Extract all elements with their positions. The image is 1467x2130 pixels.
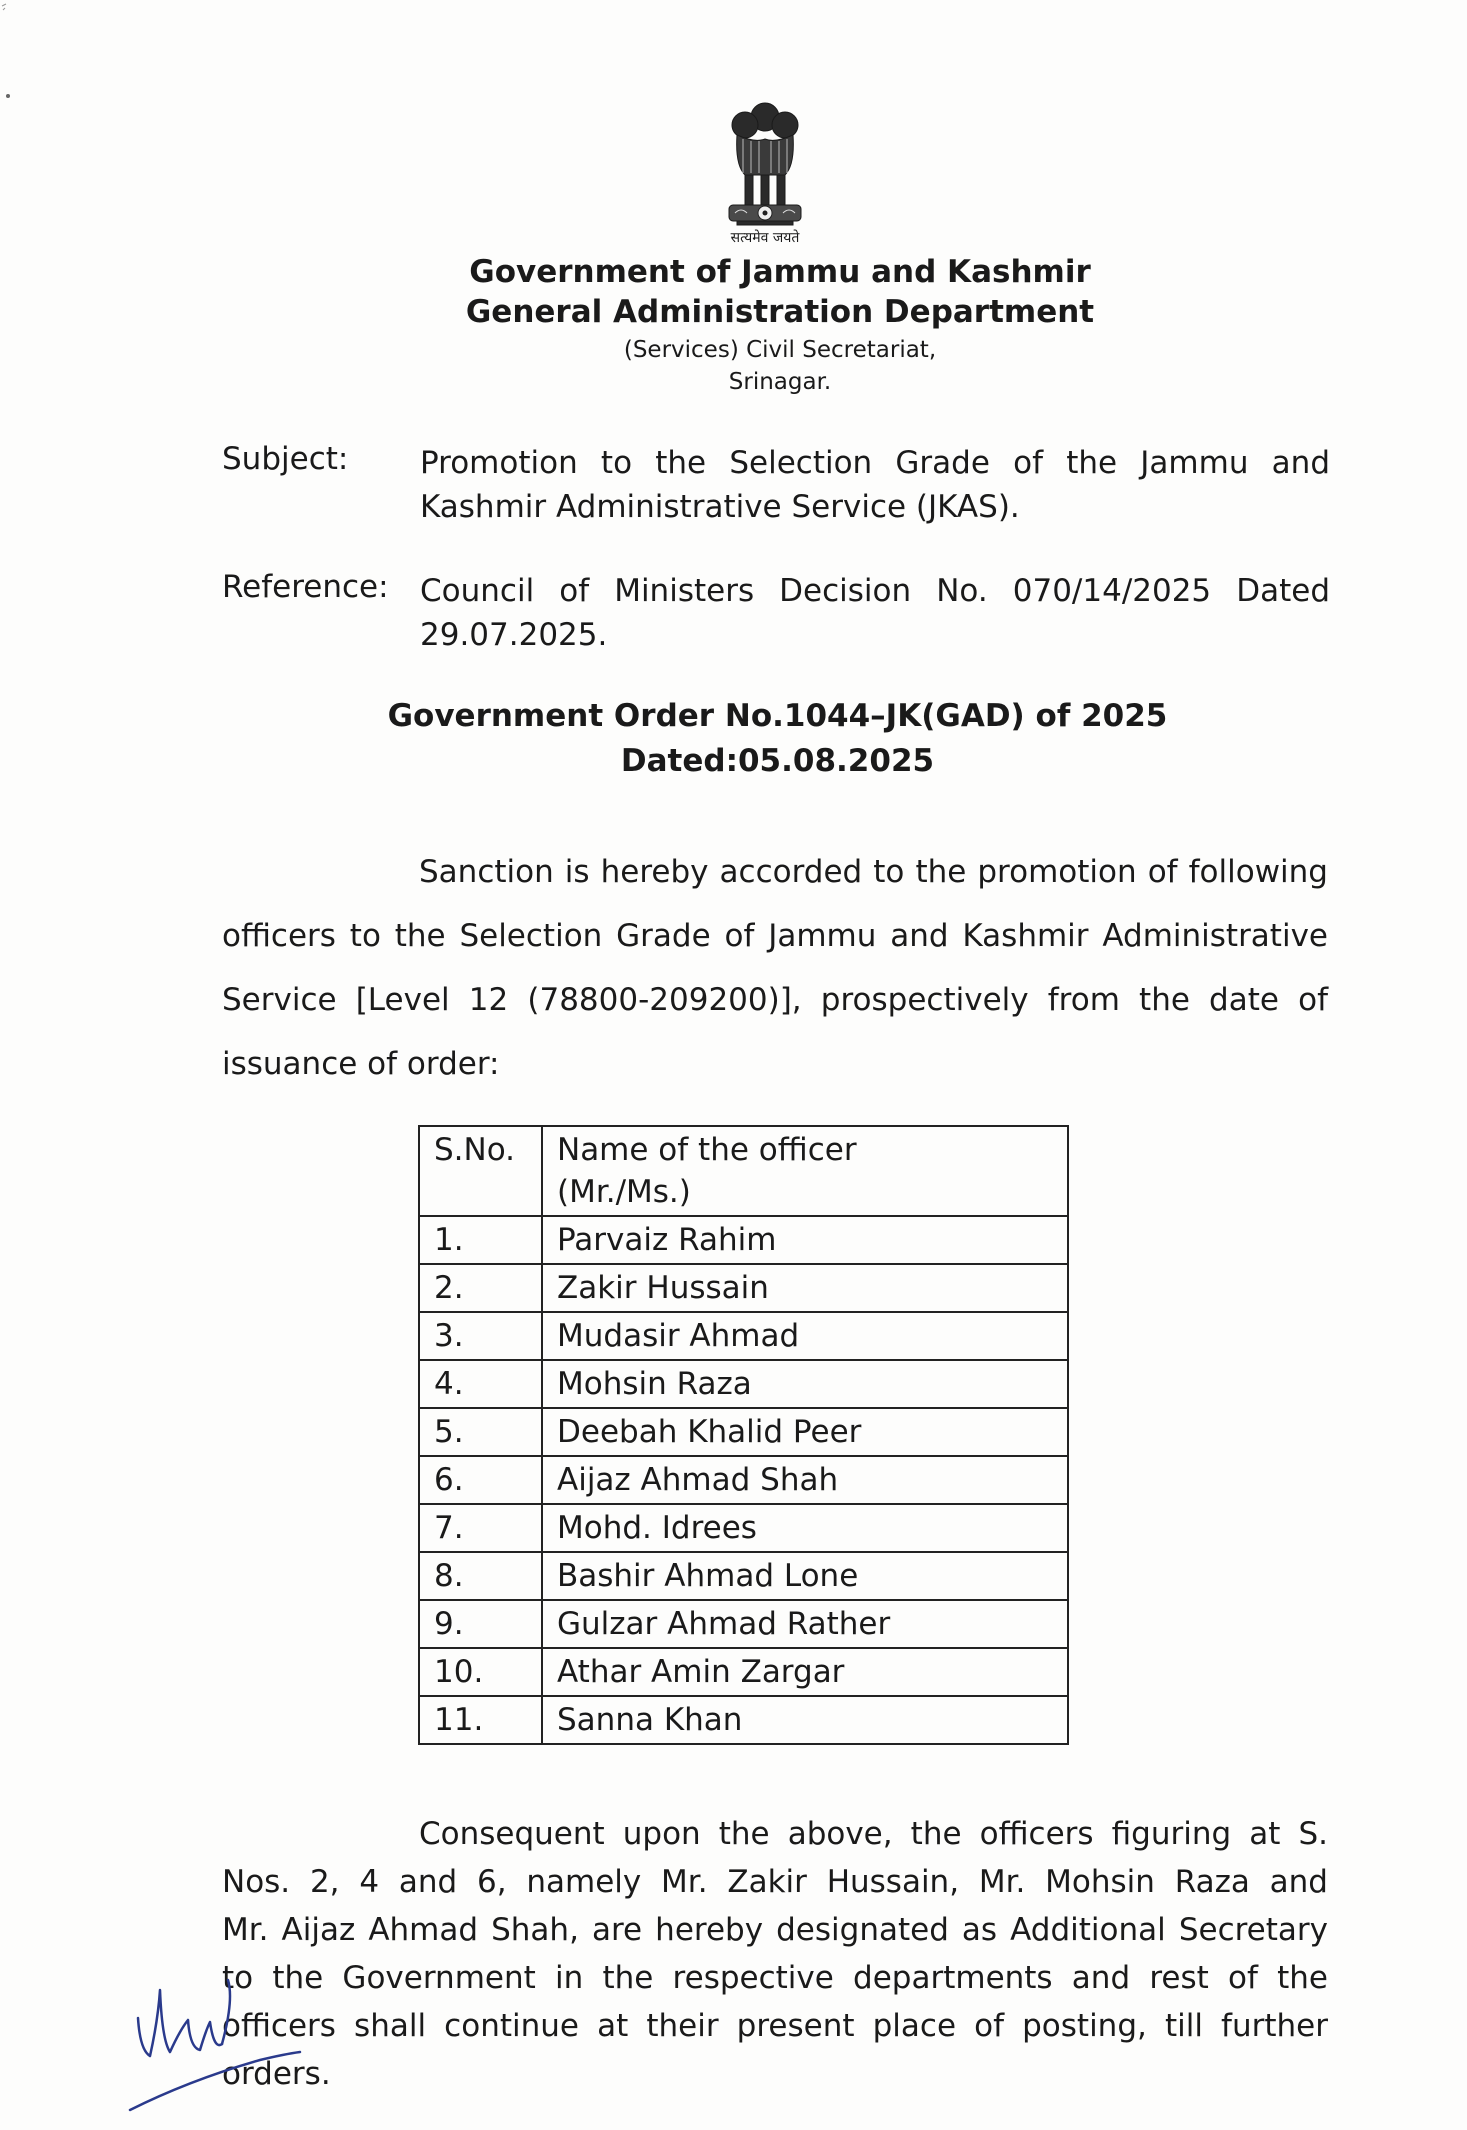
row-officer-name: Sanna Khan — [542, 1696, 1068, 1744]
sanction-line: Service [Level 12 (78800-209200)], prospectively from the date of — [222, 982, 1328, 1018]
table-row — [419, 1360, 1068, 1408]
table-row — [419, 1264, 1068, 1312]
reference-line-2: 29.07.2025. — [420, 617, 608, 653]
header-name — [542, 1126, 1068, 1216]
row-sno: 9. — [419, 1600, 542, 1648]
designation-line: orders. — [222, 2056, 331, 2092]
row-sno: 7. — [419, 1504, 542, 1552]
row-sno: 8. — [419, 1552, 542, 1600]
subject-text — [420, 441, 1330, 529]
row-sno: 11. — [419, 1696, 542, 1744]
row-sno: 5. — [419, 1408, 542, 1456]
designation-line: to the Government in the respective departments and rest of the — [222, 1960, 1328, 1996]
row-officer-name: Athar Amin Zargar — [542, 1648, 1068, 1696]
table-row — [419, 1600, 1068, 1648]
signature-icon — [110, 1960, 310, 2120]
sanction-line: officers to the Selection Grade of Jammu and Kashmir Administrative — [222, 918, 1328, 954]
table-row — [419, 1504, 1068, 1552]
sanction-line: issuance of order: — [222, 1046, 500, 1082]
table-row — [419, 1312, 1068, 1360]
row-officer-name: Mohsin Raza — [542, 1360, 1068, 1408]
designation-line: Nos. 2, 4 and 6, namely Mr. Zakir Hussain, Mr. Mohsin Raza and — [222, 1864, 1328, 1900]
designation-line: Mr. Aijaz Ahmad Shah, are hereby designated as Additional Secretary — [222, 1912, 1328, 1948]
table-header-row — [419, 1126, 1068, 1216]
table-row — [419, 1552, 1068, 1600]
table-row — [419, 1216, 1068, 1264]
scan-marks — [0, 0, 40, 120]
officers-table — [418, 1125, 1069, 1745]
row-officer-name: Deebah Khalid Peer — [542, 1408, 1068, 1456]
order-date: Dated:05.08.2025 — [620, 743, 935, 779]
table-row — [419, 1696, 1068, 1744]
emblem-motto: सत्यमेव जयते — [730, 230, 800, 246]
designation-line: officers shall continue at their present place of posting, till further — [222, 2008, 1328, 2044]
city-line: Srinagar. — [728, 369, 832, 395]
sanction-paragraph — [222, 840, 1328, 1096]
row-sno: 3. — [419, 1312, 542, 1360]
header-sno: S.No. — [419, 1126, 542, 1216]
row-sno: 6. — [419, 1456, 542, 1504]
table-row — [419, 1648, 1068, 1696]
row-officer-name: Bashir Ahmad Lone — [542, 1552, 1068, 1600]
row-officer-name: Parvaiz Rahim — [542, 1216, 1068, 1264]
national-emblem-icon — [715, 95, 815, 245]
row-sno: 1. — [419, 1216, 542, 1264]
designation-line: Consequent upon the above, the officers figuring at S. — [419, 1816, 1328, 1852]
row-officer-name: Mohd. Idrees — [542, 1504, 1068, 1552]
reference-line-1: Council of Ministers Decision No. 070/14/2025 Dated — [420, 573, 1330, 609]
reference-text — [420, 569, 1330, 657]
table-row — [419, 1408, 1068, 1456]
row-sno: 4. — [419, 1360, 542, 1408]
row-sno: 10. — [419, 1648, 542, 1696]
designation-paragraph — [222, 1810, 1328, 2098]
sanction-line: Sanction is hereby accorded to the promotion of following — [419, 854, 1328, 890]
office-line: (Services) Civil Secretariat, — [623, 337, 937, 363]
row-sno: 2. — [419, 1264, 542, 1312]
header-name-line: Name of the officer — [557, 1132, 857, 1168]
reference-label: Reference: — [222, 569, 389, 605]
subject-line-1: Promotion to the Selection Grade of the Jammu and — [420, 445, 1330, 481]
department-heading: General Administration Department — [465, 294, 1095, 330]
row-officer-name: Gulzar Ahmad Rather — [542, 1600, 1068, 1648]
order-number: Government Order No.1044–JK(GAD) of 2025 — [387, 698, 1168, 734]
table-row — [419, 1456, 1068, 1504]
header-name-line: (Mr./Ms.) — [557, 1174, 691, 1210]
subject-label: Subject: — [222, 441, 349, 477]
row-officer-name: Aijaz Ahmad Shah — [542, 1456, 1068, 1504]
government-heading: Government of Jammu and Kashmir — [469, 254, 1091, 290]
row-officer-name: Zakir Hussain — [542, 1264, 1068, 1312]
row-officer-name: Mudasir Ahmad — [542, 1312, 1068, 1360]
subject-line-2: Kashmir Administrative Service (JKAS). — [420, 489, 1020, 525]
